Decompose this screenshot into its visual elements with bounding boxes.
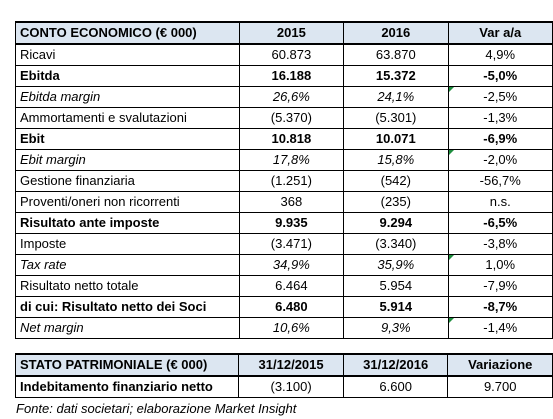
row-label: Risultato netto totale [16, 276, 240, 297]
value-second: 9,3% [344, 318, 448, 339]
balance-header-var: Variazione [448, 354, 553, 376]
table-row [16, 171, 553, 192]
value-variation: n.s. [448, 192, 553, 213]
value-first: 34,9% [239, 255, 343, 276]
value-second: 5.914 [344, 297, 448, 318]
value-second: 63.870 [344, 44, 448, 66]
value-first: (3.100) [239, 376, 344, 398]
value-first: 16.188 [239, 66, 343, 87]
value-variation: -2,5% [448, 87, 553, 108]
income-header-2016: 2016 [344, 22, 448, 44]
balance-header-row [16, 354, 553, 376]
value-first: 60.873 [239, 44, 343, 66]
table-row [16, 87, 553, 108]
value-first: 10.818 [239, 129, 343, 150]
value-first: (3.471) [239, 234, 343, 255]
table-row [16, 213, 553, 234]
table-row [16, 108, 553, 129]
value-second: (5.301) [344, 108, 448, 129]
value-first: (1.251) [239, 171, 343, 192]
value-first: 368 [239, 192, 343, 213]
value-first: 6.480 [239, 297, 343, 318]
source-note: Fonte: dati societari; elaborazione Market Insight [16, 401, 297, 416]
balance-header-2015: 31/12/2015 [239, 354, 344, 376]
value-first: 10,6% [239, 318, 343, 339]
row-label: Indebitamento finanziario netto [16, 376, 239, 398]
value-variation: -6,9% [448, 129, 553, 150]
table-row [16, 44, 553, 66]
value-variation: -6,5% [448, 213, 553, 234]
row-label: Proventi/oneri non ricorrenti [16, 192, 240, 213]
row-label: Gestione finanziaria [16, 171, 240, 192]
value-variation: -7,9% [448, 276, 553, 297]
balance-sheet-table [15, 353, 553, 398]
value-variation: -1,3% [448, 108, 553, 129]
income-header-2015: 2015 [239, 22, 343, 44]
income-header-var: Var a/a [448, 22, 553, 44]
value-second: 24,1% [344, 87, 448, 108]
table-row [16, 192, 553, 213]
table-row [16, 66, 553, 87]
income-statement-table [15, 21, 553, 339]
value-second: 9.294 [344, 213, 448, 234]
value-first: 6.464 [239, 276, 343, 297]
row-label: Ebitda margin [16, 87, 240, 108]
value-first: 17,8% [239, 150, 343, 171]
balance-header-label: STATO PATRIMONIALE (€ 000) [16, 354, 239, 376]
income-header-label: CONTO ECONOMICO (€ 000) [16, 22, 240, 44]
value-first: (5.370) [239, 108, 343, 129]
row-label: Risultato ante imposte [16, 213, 240, 234]
value-variation: -2,0% [448, 150, 553, 171]
value-second: 5.954 [344, 276, 448, 297]
table-row [16, 129, 553, 150]
value-first: 26,6% [239, 87, 343, 108]
value-variation: -56,7% [448, 171, 553, 192]
balance-sheet-body [16, 354, 553, 398]
balance-header-2016: 31/12/2016 [343, 354, 448, 376]
table-row [16, 276, 553, 297]
table-row [16, 255, 553, 276]
table-row [16, 150, 553, 171]
income-statement-body [16, 22, 553, 339]
value-variation: -8,7% [448, 297, 553, 318]
table-row [16, 318, 553, 339]
row-label: Ebit [16, 129, 240, 150]
row-label: di cui: Risultato netto dei Soci [16, 297, 240, 318]
value-second: 10.071 [344, 129, 448, 150]
value-second: (3.340) [344, 234, 448, 255]
income-header-row [16, 22, 553, 44]
value-second: 15,8% [344, 150, 448, 171]
value-first: 9.935 [239, 213, 343, 234]
row-label: Ebit margin [16, 150, 240, 171]
table-row [16, 234, 553, 255]
value-variation: 4,9% [448, 44, 553, 66]
table-row [16, 376, 553, 398]
row-label: Tax rate [16, 255, 240, 276]
row-label: Ebitda [16, 66, 240, 87]
value-second: (542) [344, 171, 448, 192]
value-variation: 9.700 [448, 376, 553, 398]
value-second: 6.600 [343, 376, 448, 398]
table-row [16, 297, 553, 318]
row-label: Net margin [16, 318, 240, 339]
value-second: 35,9% [344, 255, 448, 276]
value-second: 15.372 [344, 66, 448, 87]
row-label: Ricavi [16, 44, 240, 66]
value-second: (235) [344, 192, 448, 213]
value-variation: -3,8% [448, 234, 553, 255]
value-variation: 1,0% [448, 255, 553, 276]
value-variation: -5,0% [448, 66, 553, 87]
value-variation: -1,4% [448, 318, 553, 339]
row-label: Ammortamenti e svalutazioni [16, 108, 240, 129]
row-label: Imposte [16, 234, 240, 255]
